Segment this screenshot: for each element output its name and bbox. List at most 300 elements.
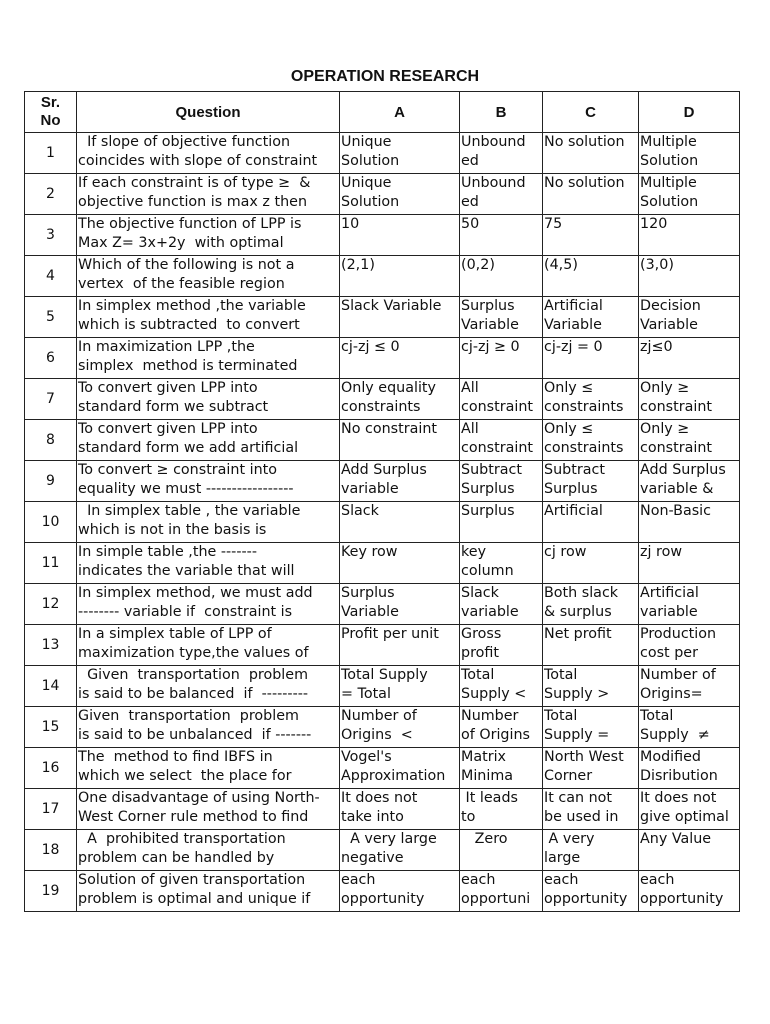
option-a-cell-line [341,521,458,540]
serial-number: 17 [25,789,77,830]
option-d-cell-line: (3,0) [640,257,674,273]
option-b-cell-line: All [461,380,479,396]
option-c-cell [543,666,639,707]
table-row [25,871,740,912]
option-b-cell-line [461,275,541,294]
question-cell [77,584,340,625]
option-c-cell [543,707,639,748]
option-d-cell-line: variable [640,604,698,620]
question-cell [77,256,340,297]
option-b-cell-line: column [461,563,514,579]
table-row [25,215,740,256]
option-b-cell [460,133,543,174]
option-b-cell [460,830,543,871]
option-d-cell [639,256,740,297]
option-d-cell-line: constraint [640,440,713,456]
question-cell-line: problem is optimal and unique if [78,891,311,907]
table-row [25,379,740,420]
option-a-cell-line [341,562,458,581]
option-b-cell-line: Gross [461,626,502,642]
option-a-cell-line: Key row [341,544,398,560]
option-d-cell-line: Multiple [640,175,697,191]
option-a-cell-line [341,275,458,294]
option-c-cell-line: A very [544,831,595,847]
option-c-cell [543,420,639,461]
option-b-cell [460,420,543,461]
option-a-cell [340,256,460,297]
table-row [25,830,740,871]
option-a-cell-line: constraints [341,399,421,415]
table-row [25,297,740,338]
option-a-cell-line: (2,1) [341,257,375,273]
question-cell-line: is said to be unbalanced if ------- [78,727,312,743]
option-d-cell [639,666,740,707]
question-cell-line: In a simplex table of LPP of [78,626,272,642]
header-row [25,92,740,133]
header-option-d: D [639,92,740,133]
option-b-cell-line: to [461,809,476,825]
question-cell [77,420,340,461]
table-row [25,133,740,174]
option-a-cell [340,871,460,912]
serial-number: 12 [25,584,77,625]
option-b-cell-line: Surplus [461,481,515,497]
option-d-cell-line: cost per [640,645,698,661]
option-b-cell [460,215,543,256]
option-a-cell-line: Solution [341,153,400,169]
option-a-cell-line: variable [341,481,399,497]
option-c-cell [543,256,639,297]
option-b-cell-line: Zero [461,831,508,847]
option-c-cell-line: No solution [544,134,625,150]
option-a-cell-line: Only equality [341,380,436,396]
option-c-cell-line: Corner [544,768,593,784]
serial-number: 19 [25,871,77,912]
option-c-cell-line: constraints [544,399,624,415]
option-d-cell [639,174,740,215]
option-a-cell-line [341,316,458,335]
question-cell-line: If slope of objective function [78,134,291,150]
question-cell-line: vertex of the feasible region [78,276,285,292]
question-cell-line: objective function is max z then [78,194,308,210]
table-row [25,584,740,625]
option-c-cell-line: No solution [544,175,625,191]
option-b-cell-line: Number [461,708,519,724]
option-a-cell [340,748,460,789]
question-cell [77,666,340,707]
option-c-cell [543,584,639,625]
option-c-cell [543,502,639,543]
table-row [25,174,740,215]
option-b-cell-line: Variable [461,317,519,333]
option-c-cell-line [544,521,637,540]
option-c-cell [543,297,639,338]
table-row [25,707,740,748]
table-row [25,625,740,666]
question-cell-line: problem can be handled by [78,850,275,866]
option-a-cell-line: Profit per unit [341,626,439,642]
option-b-cell-line: variable [461,604,519,620]
option-d-cell [639,871,740,912]
option-c-cell [543,625,639,666]
option-c-cell-line: large [544,850,581,866]
option-b-cell-line: All [461,421,479,437]
option-d-cell-line: Solution [640,194,699,210]
question-cell-line: In maximization LPP ,the [78,339,255,355]
option-a-cell-line: Number of [341,708,417,724]
option-b-cell [460,174,543,215]
option-a-cell-line [341,234,458,253]
option-c-cell-line: (4,5) [544,257,578,273]
question-cell-line: In simple table ,the ------- [78,544,257,560]
option-a-cell-line: Solution [341,194,400,210]
option-d-cell-line: Only ≥ [640,380,690,396]
serial-number: 1 [25,133,77,174]
option-a-cell-line: cj-zj ≤ 0 [341,339,400,355]
serial-number: 3 [25,215,77,256]
option-c-cell-line: Total [544,667,578,683]
option-b-cell [460,748,543,789]
option-d-cell-line: Non-Basic [640,503,712,519]
question-cell-line: To convert ≥ constraint into [78,462,278,478]
question-cell-line: which is subtracted to convert [78,317,300,333]
question-cell [77,789,340,830]
option-d-cell [639,543,740,584]
option-d-cell [639,830,740,871]
option-c-cell-line: & surplus [544,604,612,620]
option-d-cell [639,625,740,666]
option-b-cell-line: profit [461,645,499,661]
serial-number: 10 [25,502,77,543]
serial-number: 18 [25,830,77,871]
question-cell [77,133,340,174]
option-b-cell-line: Surplus [461,298,515,314]
option-d-cell-line: Variable [640,317,698,333]
option-a-cell [340,338,460,379]
question-cell-line: which we select the place for [78,768,292,784]
option-a-cell-line: take into [341,809,404,825]
table-row [25,789,740,830]
option-c-cell-line: be used in [544,809,619,825]
header-option-a: A [340,92,460,133]
option-d-cell-line [640,357,738,376]
question-cell-line: To convert given LPP into [78,380,258,396]
option-c-cell-line: Net profit [544,626,612,642]
question-cell [77,379,340,420]
option-c-cell-line: Artificial [544,298,603,314]
option-a-cell-line: Total Supply [341,667,428,683]
option-b-cell-line: Slack [461,585,499,601]
question-cell [77,461,340,502]
option-c-cell-line: cj row [544,544,587,560]
question-cell-line: In simplex method, we must add [78,585,313,601]
option-b-cell [460,543,543,584]
serial-number: 4 [25,256,77,297]
question-cell [77,297,340,338]
option-a-cell-line: Variable [341,604,399,620]
option-b-cell-line: Subtract [461,462,522,478]
option-c-cell-line: Only ≤ [544,380,594,396]
table-row [25,666,740,707]
option-b-cell-line [461,234,541,253]
question-cell-line: West Corner rule method to find [78,809,309,825]
option-c-cell [543,748,639,789]
option-a-cell-line: Approximation [341,768,446,784]
option-b-cell-line: cj-zj ≥ 0 [461,339,520,355]
question-cell-line: equality we must ----------------- [78,481,294,497]
option-b-cell-line [461,357,541,376]
option-d-cell-line: Add Surplus [640,462,726,478]
question-cell-line: Which of the following is not a [78,257,295,273]
option-a-cell-line: = Total [341,686,391,702]
option-c-cell-line [544,152,637,171]
option-c-cell-line [544,275,637,294]
option-d-cell-line [640,275,738,294]
option-b-cell [460,584,543,625]
option-a-cell-line: opportunity [341,891,425,907]
option-a-cell [340,584,460,625]
question-cell-line: simplex method is terminated [78,358,298,374]
option-d-cell-line: zj≤0 [640,339,673,355]
option-a-cell [340,420,460,461]
page-title: OPERATION RESEARCH [290,68,480,85]
option-d-cell-line: Only ≥ [640,421,690,437]
option-a-cell-line [341,439,458,458]
question-cell-line: To convert given LPP into [78,421,258,437]
serial-number: 13 [25,625,77,666]
option-c-cell-line: cj-zj = 0 [544,339,603,355]
option-b-cell-line: constraint [461,440,534,456]
option-b-cell-line: Matrix [461,749,507,765]
option-c-cell-line: North West [544,749,624,765]
option-b-cell [460,338,543,379]
question-cell-line: maximization type,the values of [78,645,309,661]
table-row [25,256,740,297]
option-c-cell-line: Both slack [544,585,619,601]
option-d-cell-line: opportunity [640,891,724,907]
question-cell-line: which is not in the basis is [78,522,267,538]
option-d-cell [639,379,740,420]
serial-number: 7 [25,379,77,420]
option-a-cell [340,830,460,871]
question-cell-line: Max Z= 3x+2y with optimal [78,235,284,251]
option-a-cell-line: It does not [341,790,418,806]
table-row [25,543,740,584]
option-a-cell-line: Add Surplus [341,462,427,478]
question-cell-line: Given transportation problem [78,667,308,683]
option-d-cell-line: each [640,872,675,888]
option-c-cell-line [544,234,637,253]
table-row [25,502,740,543]
option-b-cell-line: Minima [461,768,514,784]
option-d-cell-line: Decision [640,298,701,314]
option-b-cell [460,871,543,912]
question-cell [77,748,340,789]
table-row [25,461,740,502]
header-option-b: B [460,92,543,133]
option-a-cell [340,379,460,420]
option-b-cell-line: key [461,544,487,560]
option-c-cell-line [544,644,637,663]
question-cell [77,830,340,871]
option-b-cell-line: each [461,872,496,888]
option-a-cell [340,543,460,584]
question-cell [77,625,340,666]
option-b-cell [460,379,543,420]
option-a-cell-line: A very large [341,831,437,847]
option-d-cell [639,789,740,830]
serial-number: 11 [25,543,77,584]
option-c-cell [543,133,639,174]
question-cell-line: The objective function of LPP is [78,216,302,232]
option-a-cell [340,297,460,338]
option-d-cell [639,748,740,789]
option-b-cell-line: ed [461,194,479,210]
option-c-cell [543,830,639,871]
option-b-cell-line [461,849,541,868]
option-a-cell-line: No constraint [341,421,437,437]
table-row [25,338,740,379]
option-d-cell-line: Any Value [640,831,712,847]
option-d-cell-line [640,234,738,253]
option-c-cell [543,543,639,584]
option-b-cell [460,707,543,748]
option-a-cell [340,707,460,748]
option-d-cell-line: give optimal [640,809,729,825]
option-a-cell-line: negative [341,850,404,866]
question-cell-line: In simplex table , the variable [78,503,301,519]
option-d-cell-line: Number of [640,667,716,683]
option-b-cell-line: Unbound [461,134,526,150]
question-cell-line: indicates the variable that will [78,563,295,579]
question-cell [77,543,340,584]
question-cell-line: In simplex method ,the variable [78,298,306,314]
option-d-cell-line: 120 [640,216,668,232]
option-b-cell [460,502,543,543]
question-cell-line: Given transportation problem [78,708,299,724]
question-cell-line: A prohibited transportation [78,831,286,847]
option-c-cell [543,789,639,830]
option-d-cell [639,420,740,461]
header-sr-no: Sr. No [25,92,77,133]
option-a-cell-line [341,357,458,376]
option-a-cell [340,461,460,502]
option-b-cell-line [461,521,541,540]
question-cell-line: coincides with slope of constraint [78,153,318,169]
option-b-cell-line: 50 [461,216,480,232]
option-c-cell-line: Supply = [544,727,610,743]
serial-number: 8 [25,420,77,461]
option-c-cell-line: Surplus [544,481,598,497]
option-d-cell-line: constraint [640,399,713,415]
question-cell-line: standard form we add artificial [78,440,299,456]
option-c-cell-line [544,562,637,581]
option-b-cell [460,666,543,707]
option-a-cell-line: Unique [341,175,392,191]
option-c-cell-line: opportunity [544,891,628,907]
serial-number: 2 [25,174,77,215]
option-a-cell-line: Origins < [341,727,413,743]
option-d-cell-line: Supply ≠ [640,727,710,743]
option-a-cell-line: 10 [341,216,360,232]
option-d-cell [639,707,740,748]
option-b-cell [460,789,543,830]
option-b-cell-line: Total [461,667,495,683]
option-b-cell [460,256,543,297]
option-a-cell-line: each [341,872,376,888]
option-d-cell-line: Origins= [640,686,703,702]
option-d-cell [639,297,740,338]
question-cell-line: One disadvantage of using North- [78,790,320,806]
option-d-cell-line: Artificial [640,585,699,601]
question-cell [77,174,340,215]
option-b-cell [460,297,543,338]
question-cell-line: is said to be balanced if --------- [78,686,309,702]
option-b-cell-line: constraint [461,399,534,415]
option-b-cell-line: (0,2) [461,257,495,273]
question-cell-line: Solution of given transportation [78,872,306,888]
option-b-cell-line: Unbound [461,175,526,191]
option-c-cell-line: Only ≤ [544,421,594,437]
question-cell-line: If each constraint is of type ≥ & [78,175,311,191]
option-d-cell-line [640,562,738,581]
serial-number: 14 [25,666,77,707]
option-d-cell [639,461,740,502]
option-c-cell-line [544,357,637,376]
option-b-cell-line: Surplus [461,503,515,519]
option-a-cell-line: Slack Variable [341,298,442,314]
option-d-cell [639,584,740,625]
question-cell [77,707,340,748]
option-d-cell-line: Disribution [640,768,718,784]
option-a-cell-line: Slack [341,503,379,519]
option-b-cell-line: opportuni [461,891,531,907]
option-b-cell-line: of Origins [461,727,530,743]
option-d-cell-line: Modified [640,749,702,765]
option-d-cell-line: Total [640,708,674,724]
question-cell [77,215,340,256]
option-c-cell [543,338,639,379]
serial-number: 15 [25,707,77,748]
option-a-cell [340,133,460,174]
option-d-cell-line: zj row [640,544,683,560]
option-d-cell-line: It does not [640,790,717,806]
question-cell-line: The method to find IBFS in [78,749,273,765]
option-c-cell-line: Supply > [544,686,610,702]
option-c-cell-line: 75 [544,216,563,232]
option-c-cell [543,461,639,502]
table-row [25,748,740,789]
table-row [25,420,740,461]
option-a-cell [340,174,460,215]
header-question: Question [77,92,340,133]
option-c-cell [543,379,639,420]
option-d-cell-line [640,521,738,540]
option-c-cell-line: Subtract [544,462,605,478]
option-c-cell-line: Total [544,708,578,724]
serial-number: 9 [25,461,77,502]
question-cell-line: standard form we subtract [78,399,269,415]
question-table [24,91,740,912]
option-d-cell [639,133,740,174]
option-b-cell-line: Supply < [461,686,527,702]
serial-number: 5 [25,297,77,338]
option-d-cell-line [640,849,738,868]
option-d-cell-line: Production [640,626,717,642]
option-d-cell-line: variable & [640,481,714,497]
option-c-cell-line: constraints [544,440,624,456]
option-a-cell-line: Vogel's [341,749,392,765]
